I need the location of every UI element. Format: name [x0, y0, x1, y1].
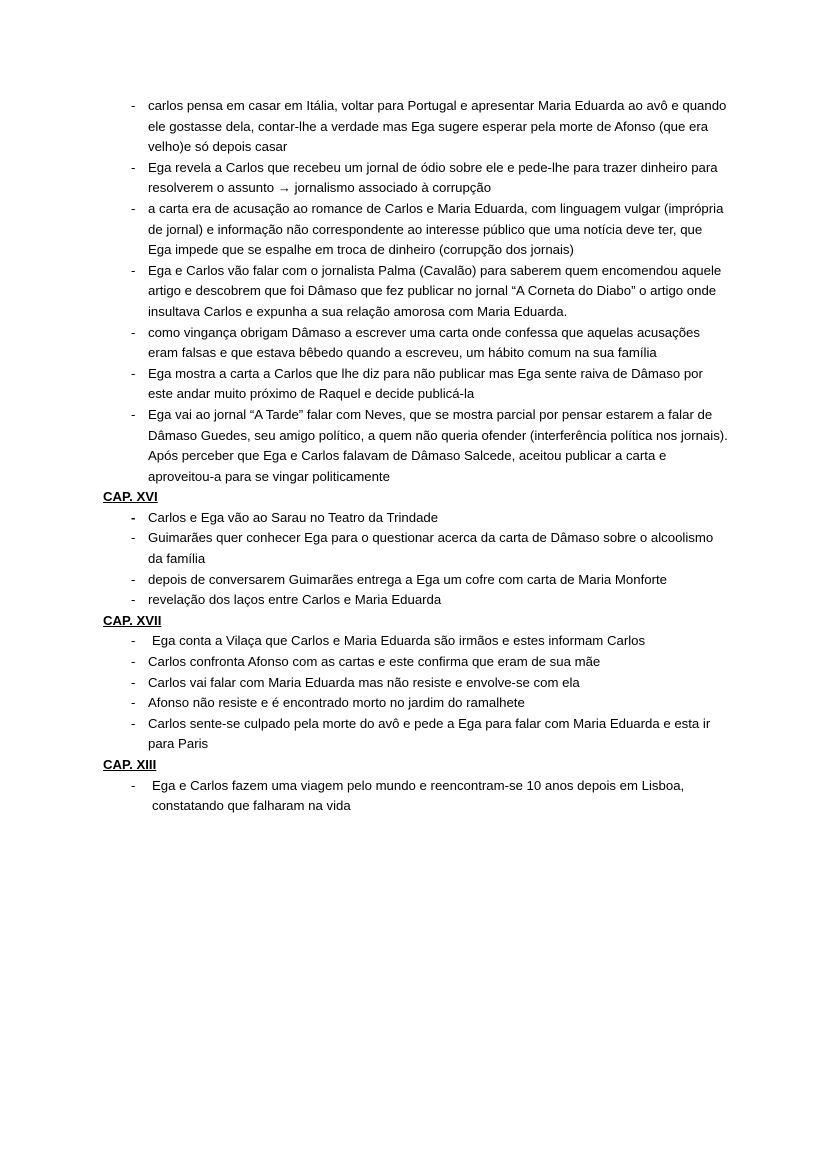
bullet-list: [103, 96, 728, 487]
document-body: [103, 96, 728, 817]
list-item-text: depois de conversarem Guimarães entrega a Ega um cofre com carta de Maria Monforte: [148, 571, 667, 587]
list-marker: -: [131, 159, 136, 175]
list-marker: -: [131, 674, 136, 690]
list-item-text: Ega e Carlos fazem uma viagem pelo mundo e reencontram-se 10 anos depois em Lisboa, constatando que falharam na vida: [152, 777, 685, 814]
list-marker: -: [131, 633, 136, 649]
bullet-list: [103, 631, 728, 755]
list-marker: -: [131, 592, 136, 608]
list-item: [103, 652, 728, 673]
chapter-heading: CAP. XVI: [103, 489, 158, 505]
list-marker: -: [131, 324, 136, 340]
list-marker: -: [131, 262, 136, 278]
list-item-text: revelação dos laços entre Carlos e Maria Eduarda: [148, 592, 442, 608]
list-item-text: Carlos e Ega vão ao Sarau no Teatro da Trindade: [148, 509, 439, 525]
list-marker: -: [131, 530, 136, 546]
list-item: [103, 673, 728, 694]
list-item: [103, 364, 728, 405]
list-item: [103, 323, 728, 364]
list-item-text: Ega vai ao jornal “A Tarde” falar com Neves, que se mostra parcial por pensar estarem a falar de Dâmaso Guedes, seu amigo político, a quem não queria ofender (interferência política nos jornais). Após perceber que Ega e Carlos falavam de Dâmaso Salcede, aceitou publicar a carta e aproveitou-a para se vingar politicamente: [148, 406, 728, 484]
list-item: [103, 158, 728, 199]
list-item: [103, 693, 728, 714]
list-item-text: a carta era de acusação ao romance de Carlos e Maria Eduarda, com linguagem vulgar (imprópria de jornal) e informação não correspondente ao interesse público que uma notícia deve ter, que Ega impede que se espalhe em troca de dinheiro (corrupção dos jornais): [148, 200, 724, 258]
document-section: [103, 96, 728, 487]
bullet-list: [103, 776, 728, 817]
bullet-list: [103, 508, 728, 611]
list-item-text: Guimarães quer conhecer Ega para o questionar acerca da carta de Dâmaso sobre o alcoolismo da família: [148, 530, 714, 567]
list-item: [103, 631, 728, 652]
list-item-text: Ega mostra a carta a Carlos que lhe diz para não publicar mas Ega sente raiva de Dâmaso por este andar muito próximo de Raquel e decide publicá-la: [148, 365, 703, 402]
list-item-text: Ega e Carlos vão falar com o jornalista Palma (Cavalão) para saberem quem encomendou aquele artigo e descobrem que foi Dâmaso que fez publicar no jornal “A Corneta do Diabo” o artigo onde insultava Carlos e expunha a sua relação amorosa com Maria Eduarda.: [148, 262, 722, 319]
list-marker: -: [131, 200, 136, 216]
list-item-text: Ega conta a Vilaça que Carlos e Maria Eduarda são irmãos e estes informam Carlos: [152, 633, 646, 649]
list-item: [103, 199, 728, 261]
list-item: [103, 590, 728, 611]
list-item-text: Carlos sente-se culpado pela morte do avô e pede a Ega para falar com Maria Eduarda e esta ir para Paris: [148, 715, 711, 752]
list-item-text: Carlos confronta Afonso com as cartas e este confirma que eram de sua mãe: [148, 654, 601, 670]
list-item: [103, 261, 728, 323]
list-marker: -: [131, 654, 136, 670]
list-item: [103, 508, 728, 529]
list-item: [103, 776, 728, 817]
list-item-text: Ega revela a Carlos que recebeu um jornal de ódio sobre ele e pede-lhe para trazer dinheiro para resolverem o assunto → jornalismo associado à corrupção: [148, 159, 718, 196]
list-item: [103, 714, 728, 755]
list-marker: -: [131, 777, 136, 793]
document-section: [103, 487, 728, 611]
list-item: [103, 405, 728, 487]
list-marker: -: [131, 509, 136, 525]
list-marker: -: [131, 365, 136, 381]
list-marker: -: [131, 98, 136, 113]
list-marker: -: [131, 406, 136, 422]
list-item-text: como vingança obrigam Dâmaso a escrever uma carta onde confessa que aquelas acusações eram falsas e que estava bêbedo quando a escreveu, um hábito comum na sua família: [148, 324, 700, 361]
list-marker: -: [131, 695, 136, 711]
list-item: [103, 96, 728, 158]
list-marker: -: [131, 715, 136, 731]
document-section: [103, 611, 728, 755]
document-section: [103, 755, 728, 817]
chapter-heading: CAP. XIII: [103, 757, 157, 772]
list-item-text: carlos pensa em casar em Itália, voltar para Portugal e apresentar Maria Eduarda ao avô e quando ele gostasse dela, contar-lhe a verdade mas Ega sugere esperar pela morte de Afonso (que era velho)e só depois casar: [148, 98, 727, 155]
list-item: [103, 528, 728, 569]
list-marker: -: [131, 571, 136, 587]
list-item: [103, 570, 728, 591]
chapter-heading: CAP. XVII: [103, 612, 162, 628]
list-item-text: Afonso não resiste e é encontrado morto no jardim do ramalhete: [148, 695, 525, 711]
list-item-text: Carlos vai falar com Maria Eduarda mas não resiste e envolve-se com ela: [148, 674, 580, 690]
